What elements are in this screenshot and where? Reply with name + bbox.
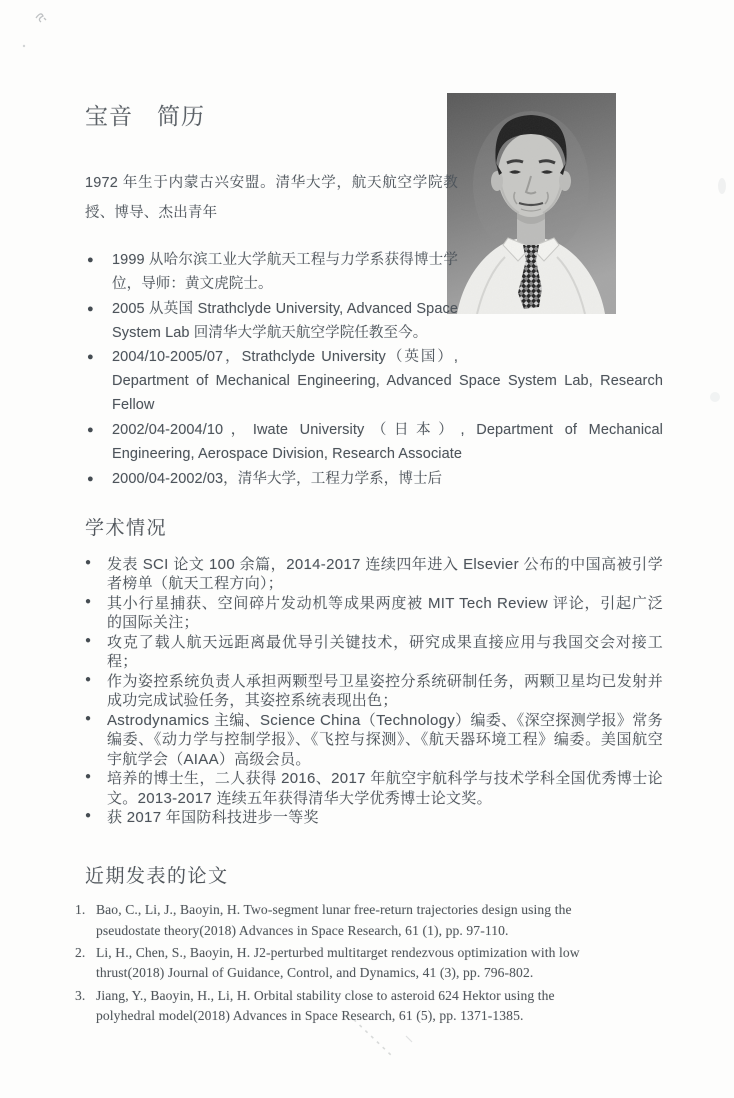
academic-item-text: 攻克了载人航天远距离最优导引关键技术，研究成果直接应用与我国交会对接工程； [107, 633, 663, 671]
academic-item [85, 808, 663, 828]
page-title: 宝音 简历 [85, 103, 205, 129]
bullet-icon: ● [85, 673, 92, 685]
career-item-text: 2004/10-2005/07，Strathclyde University（英国）, Department of Mechanical Engineering, Advanced Space System Lab, Research Fellow [112, 349, 663, 414]
academic-item-text: Astrodynamics 主编、Science China（Technology）编委、《深空探测学报》常务编委、《动力学与控制学报》、《飞控与探测》、《航天器环境工程》编委。美国航空宇航学会（AIAA）高级会员。 [107, 711, 663, 768]
career-item [85, 419, 663, 467]
academic-item [85, 555, 663, 594]
academic-list [85, 555, 663, 828]
scan-artifact [710, 392, 720, 402]
career-item [85, 346, 663, 418]
career-item-text: 1999 从哈尔滨工业大学航天工程与力学系获得博士学位，导师：黄文虎院士。 [112, 251, 458, 292]
academic-item [85, 672, 663, 711]
bullet-icon: ● [85, 712, 92, 724]
academic-item-text: 作为姿控系统负责人承担两颗型号卫星姿控分系统研制任务，两颗卫星均已发射并成功完成试验任务，其姿控系统表现出色； [107, 672, 663, 710]
bullet-icon: ● [85, 556, 92, 568]
bullet-icon: ● [85, 634, 92, 646]
bullet-icon: ● [87, 424, 94, 437]
academic-item [85, 711, 663, 770]
paper-number: 1. [75, 902, 86, 918]
paper-citation: Li, H., Chen, S., Baoyin, H. J2-perturbed multitarget rendezvous optimization with low thrust(2018) Journal of Guidance, Control, and Dynamics, 41 (3), pp. 796-802. [96, 944, 580, 981]
academic-item [85, 594, 663, 633]
career-item [85, 298, 663, 346]
bullet-icon: ● [85, 810, 92, 822]
career-item-text: 2000/04-2002/03，清华大学，工程力学系，博士后 [112, 471, 443, 488]
bullet-icon: ● [87, 473, 94, 486]
bullet-icon: ● [85, 771, 92, 783]
paper-item [75, 943, 587, 984]
scan-artifact [718, 178, 726, 194]
career-item [85, 249, 663, 297]
career-item-text: 2002/04-2004/10，Iwate University（日本）, Department of Mechanical Engineering, Aerospace Division, Research Associate [112, 422, 663, 463]
paper-citation: Bao, C., Li, J., Baoyin, H. Two-segment lunar free-return trajectories design using the pseudostate theory(2018) Advances in Space Research, 61 (1), pp. 97-110. [96, 902, 572, 938]
bullet-icon: ● [87, 253, 94, 266]
section-heading-papers: 近期发表的论文 [85, 865, 229, 887]
resume-content [75, 98, 663, 1029]
academic-item [85, 633, 663, 672]
academic-item-text: 培养的博士生，二人获得 2016、2017 年航空宇航科学与技术学科全国优秀博士论文。2013-2017 连续五年获得清华大学优秀博士论文奖。 [107, 770, 663, 807]
career-item [85, 468, 663, 492]
bullet-icon: ● [85, 595, 92, 607]
career-list [85, 249, 663, 492]
paper-number: 3. [75, 987, 86, 1003]
scan-artifact [18, 4, 68, 64]
academic-item [85, 769, 663, 808]
intro-paragraph: 1972 年生于内蒙古兴安盟。清华大学，航天航空学院教授、博导、杰出青年 [85, 174, 458, 222]
academic-item-text: 发表 SCI 论文 100 余篇，2014-2017 连续四年进入 Elsevier 公布的中国高被引学者榜单（航天工程方向）； [107, 555, 663, 593]
academic-item-text: 获 2017 年国防科技进步一等奖 [107, 809, 319, 827]
paper-item [75, 986, 587, 1027]
academic-item-text: 其小行星捕获、空间碎片发动机等成果两度被 MIT Tech Review 评论，引起广泛的国际关注； [107, 594, 663, 632]
paper-item [75, 900, 587, 941]
section-heading-academic: 学术情况 [85, 517, 168, 539]
bullet-icon: ● [87, 302, 94, 315]
papers-list [75, 900, 587, 1026]
career-item-text: 2005 从英国 Strathclyde University, Advanced Space System Lab 回清华大学航天航空学院任教至今。 [112, 300, 458, 341]
bullet-icon: ● [87, 351, 94, 364]
paper-citation: Jiang, Y., Baoyin, H., Li, H. Orbital stability close to asteroid 624 Hektor using the polyhedral model(2018) Advances in Space Research, 61 (5), pp. 1371-1385. [96, 987, 555, 1024]
paper-number: 2. [75, 944, 86, 960]
